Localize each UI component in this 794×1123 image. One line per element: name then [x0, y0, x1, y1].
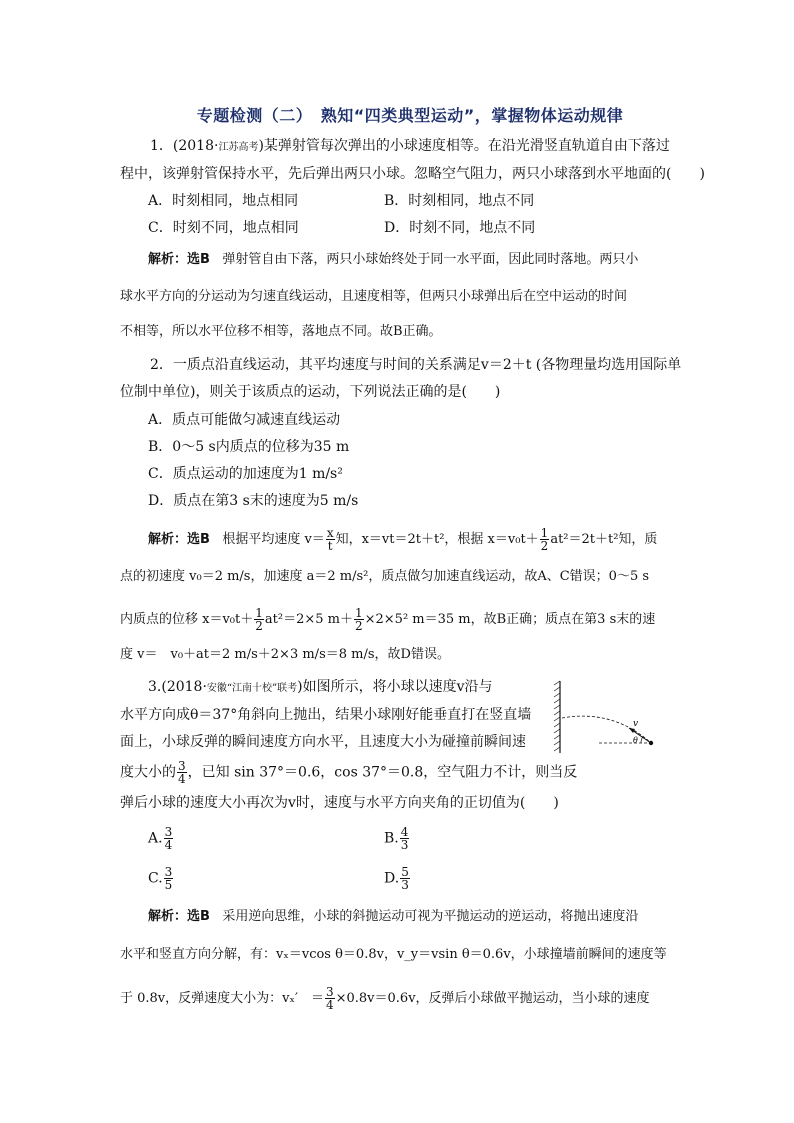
q2-option-a: A．质点可能做匀减速直线运动 — [148, 412, 341, 428]
q3-solution-label: 解析：选B — [148, 909, 210, 924]
projectile-wall-figure — [553, 677, 665, 755]
frac-denominator: 3 — [401, 878, 409, 892]
q2-solution-text: 根据平均速度 v＝ — [222, 532, 325, 547]
fraction-x-over-t — [326, 527, 335, 552]
q2-solution-line-1 — [148, 527, 657, 552]
q3-option-a — [148, 826, 174, 851]
fraction-three-quarters — [177, 760, 187, 785]
frac-denominator: 2 — [255, 619, 263, 633]
option-fraction — [400, 826, 410, 851]
q2-option-c: C．质点运动的加速度为1 m/s² — [148, 466, 343, 482]
frac-numerator: 1 — [354, 606, 363, 620]
q3-source: 安徽“江南十校”联考 — [206, 683, 298, 694]
frac-numerator: 4 — [400, 825, 409, 839]
q3-solution-line-1 — [148, 907, 638, 927]
q3-solution-text: ×0.8v＝0.6v，反弹后小球做平抛运动，当小球的速度 — [335, 991, 650, 1006]
q2-solution-line-4: 度 v＝ v₀＋at＝2 m/s＋2×3 m/s＝8 m/s，故D错误。 — [120, 647, 450, 662]
q3-stem-text: )如图所示，将小球以速度v沿与 — [297, 679, 493, 695]
frac-denominator: 2 — [540, 539, 549, 553]
q1-stem-text: )某弹射管每次弹出的小球速度相等。在沿光滑竖直轨道自由下落过 — [258, 138, 670, 154]
fraction-one-half — [540, 527, 550, 552]
q3-stem-line-4 — [120, 760, 577, 785]
q3-option-b — [384, 826, 410, 851]
q3-stem-line-5: 弹后小球的速度大小再次为v时，速度与水平方向夹角的正切值为( ) — [120, 795, 559, 811]
q1-solution-line-1 — [148, 250, 638, 270]
frac-numerator: 1 — [540, 526, 549, 540]
q1-option-d: D．时刻不同，地点不同 — [384, 220, 536, 236]
option-fraction — [400, 866, 410, 891]
frac-denominator: t — [327, 539, 333, 553]
q1-stem-line-1 — [150, 136, 670, 158]
frac-denominator: 4 — [178, 772, 186, 786]
q2-solution-text: at²＝2t＋t²知，质 — [550, 532, 658, 547]
q2-solution-text: ×2×5² m＝35 m，故B正确；质点在第3 s末的速 — [364, 612, 656, 627]
option-letter: C. — [148, 870, 163, 887]
option-letter: B. — [384, 830, 399, 847]
option-letter: D. — [384, 870, 400, 887]
q3-stem-text: 度大小的 — [120, 764, 176, 781]
fraction-one-half — [354, 607, 364, 632]
frac-numerator: 5 — [401, 865, 409, 879]
frac-denominator: 3 — [400, 838, 409, 852]
option-fraction — [164, 826, 174, 851]
q1-solution-label: 解析：选B — [148, 252, 210, 267]
q3-solution-text: 采用逆向思维，小球的斜抛运动可视为平抛运动的逆运动，将抛出速度沿 — [222, 909, 639, 924]
q3-option-d — [384, 866, 411, 891]
q3-stem-text: 3.(2018· — [148, 679, 207, 695]
frac-numerator: x — [326, 526, 334, 540]
q1-option-a: A．时刻相同，地点相同 — [148, 193, 299, 209]
option-fraction — [164, 866, 174, 891]
angle-label: θ — [633, 736, 638, 745]
q2-option-d: D．质点在第3 s末的速度为5 m/s — [148, 493, 359, 509]
frac-denominator: 2 — [354, 619, 363, 633]
q2-stem-line-1: 2．一质点沿直线运动，其平均速度与时间的关系满足v＝2＋t (各物理量均选用国际单 — [150, 357, 682, 373]
frac-numerator: 1 — [255, 606, 263, 620]
q3-stem-line-1 — [148, 677, 493, 699]
q2-solution-line-2: 点的初速度 v₀＝2 m/s，加速度 a＝2 m/s²，质点做匀加速直线运动，故A、C错误；0～5 s — [120, 569, 650, 584]
q3-stem-line-3: 面上，小球反弹的瞬间速度方向水平，且速度大小为碰撞前瞬间速 — [120, 734, 526, 750]
q3-solution-line-2: 水平和竖直方向分解，有：vₓ＝vcos θ＝0.8v，v_y＝vsin θ＝0.6v，小球撞墙前瞬间的速度等 — [120, 947, 667, 962]
frac-numerator: 3 — [178, 759, 186, 773]
q2-solution-text: 知，x＝vt＝2t＋t²，根据 x＝v₀t＋ — [335, 532, 539, 547]
q1-solution-text: 弹射管自由下落，两只小球始终处于同一水平面，因此同时落地。两只小 — [222, 252, 639, 267]
q1-source: 江苏高考 — [218, 142, 259, 153]
fraction-three-quarters — [325, 986, 335, 1011]
q1-option-c: C．时刻不同，地点相同 — [148, 220, 299, 236]
q2-solution-line-3 — [120, 607, 655, 632]
q1-option-b: B．时刻相同，地点不同 — [384, 193, 535, 209]
q2-solution-text: at²＝2×5 m＋ — [264, 612, 353, 627]
frac-numerator: 3 — [325, 985, 334, 999]
q2-stem-line-2: 位制中单位)，则关于该质点的运动，下列说法正确的是( ) — [120, 384, 501, 400]
q1-solution-line-2: 球水平方向的分运动为匀速直线运动，且速度相等，但两只小球弹出后在空中运动的时间 — [120, 289, 628, 304]
frac-denominator: 4 — [164, 838, 173, 852]
frac-numerator: 3 — [164, 865, 173, 879]
page-title: 专题检测（二） 熟知“四类典型运动”，掌握物体运动规律 — [196, 106, 624, 125]
q2-solution-label: 解析：选B — [148, 532, 210, 547]
option-letter: A. — [148, 830, 163, 847]
q3-solution-line-3 — [120, 986, 650, 1011]
velocity-label: v — [633, 719, 639, 729]
fraction-one-half — [254, 607, 264, 632]
q3-solution-text: 于 0.8v，反弹速度大小为：vₓ′ ＝ — [120, 991, 324, 1006]
q2-option-b: B．0～5 s内质点的位移为35 m — [148, 439, 350, 455]
q2-solution-text: 内质点的位移 x＝v₀t＋ — [120, 612, 254, 627]
q3-stem-text: ，已知 sin 37°＝0.6，cos 37°＝0.8，空气阻力不计，则当反 — [187, 764, 578, 781]
q1-stem-line-2: 程中，该弹射管保持水平，先后弹出两只小球。忽略空气阻力，两只小球落到水平地面的( ) — [120, 166, 705, 182]
frac-numerator: 3 — [164, 825, 173, 839]
q3-stem-line-2: 水平方向成θ＝37°角斜向上抛出，结果小球刚好能垂直打在竖直墙 — [120, 707, 532, 723]
frac-denominator: 4 — [325, 998, 334, 1012]
q3-option-c — [148, 866, 174, 891]
frac-denominator: 5 — [164, 878, 173, 892]
q1-solution-line-3: 不相等，所以水平位移不相等，落地点不同。故B正确。 — [120, 324, 442, 339]
q1-stem-text: 1．(2018· — [150, 138, 219, 154]
